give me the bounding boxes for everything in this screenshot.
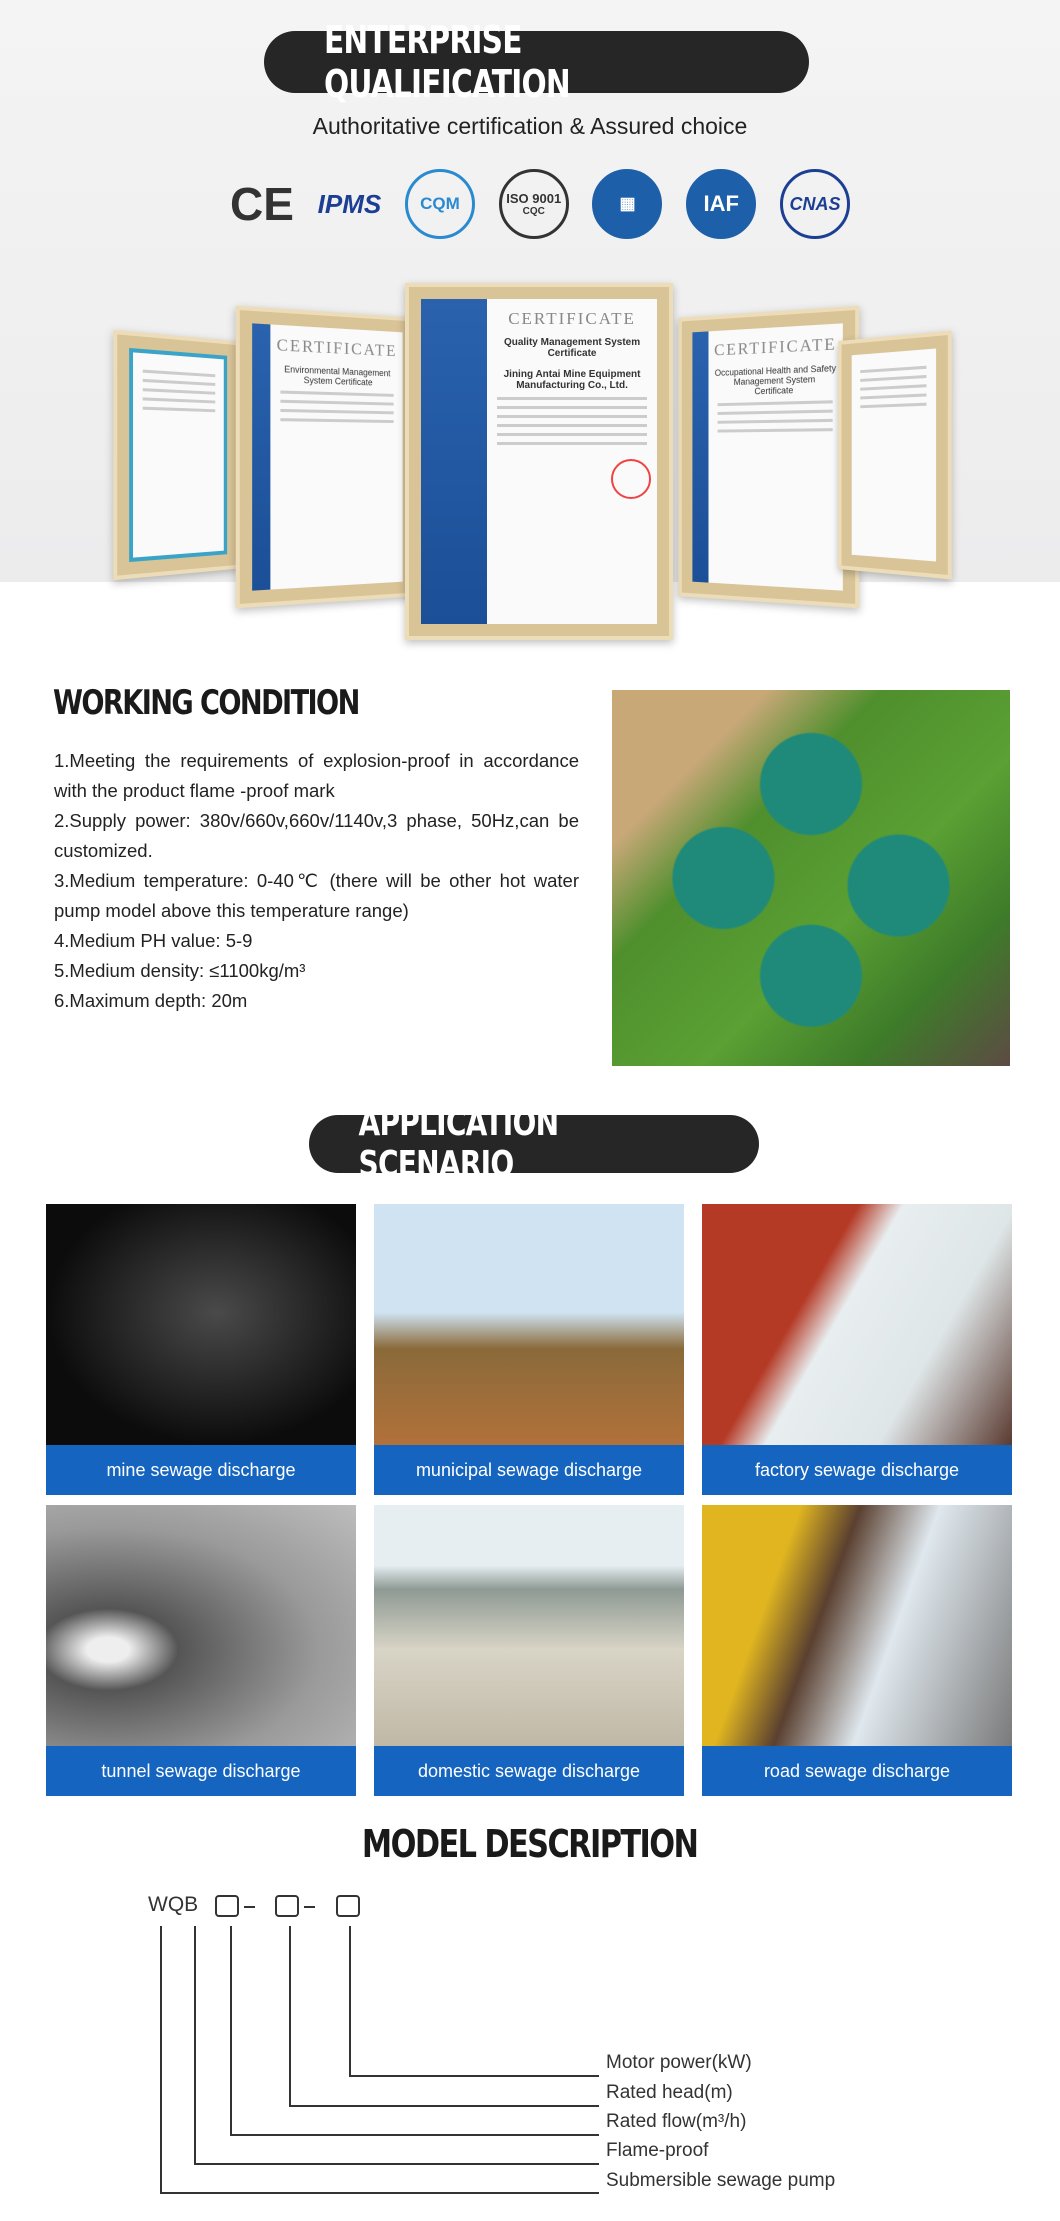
model-label: Submersible sewage pump [606,2170,836,2191]
model-code-box [275,1895,299,1917]
model-separator [304,1906,315,1908]
connector-line [194,1926,196,2164]
model-prefix: WQB [148,1893,199,1916]
condition-item: 1.Meeting the requirements of explosion-proof in accordance with the product flame -proof mark [54,750,579,801]
model-label: Rated head(m) [606,2082,733,2103]
model-code-box [336,1895,360,1917]
section-title-application: APPLICATION SCENARIO [309,1115,759,1173]
scenario-card: domestic sewage discharge [374,1505,684,1796]
building-seal-logo: ▦ [592,169,662,239]
connector-line [230,2134,599,2136]
model-label: Flame-proof [606,2140,709,2161]
model-label: Rated flow(m³/h) [606,2111,747,2132]
cnas-logo: CNAS [780,169,850,239]
certificate-quality: CERTIFICATE Quality Management System Certificate Jining Antai Mine Equipment Manufacturing Co., Ltd. [405,283,673,640]
sewage-plant-aerial-image [612,690,1010,1066]
qualification-subtitle: Authoritative certification & Assured choice [312,113,748,139]
connector-line [160,1926,162,2193]
condition-item: 4.Medium PH value: 5-9 [54,930,253,951]
connector-line [289,1926,291,2106]
condition-item: 2.Supply power: 380v/660v,660v/1140v,3 phase, 50Hz,can be customized. [54,810,579,861]
application-grid [46,1204,1012,1796]
domestic-image [374,1505,684,1746]
tunnel-image [46,1505,356,1746]
ipms-logo: IPMS [317,188,382,219]
scenario-card: road sewage discharge [702,1505,1012,1796]
model-label: Motor power(kW) [606,2052,752,2073]
cqm-logo: CQM [405,169,475,239]
condition-item: 6.Maximum depth: 20m [54,990,248,1011]
section-title-qualification: ENTERPRISE QUALIFICATION [264,31,809,93]
scenario-card: municipal sewage discharge [374,1204,684,1495]
scenario-card: factory sewage discharge [702,1204,1012,1495]
connector-line [289,2105,599,2107]
iaf-logo: IAF [686,169,756,239]
road-image [702,1505,1012,1746]
working-condition-list [54,746,579,1016]
connector-line [349,2075,599,2077]
connector-line [194,2163,599,2165]
model-code-box [215,1895,239,1917]
iso-9001-logo: ISO 9001 CQC [499,169,569,239]
connector-line [230,1926,232,2135]
scenario-card: mine sewage discharge [46,1204,356,1495]
condition-item: 3.Medium temperature: 0-40℃ (there will be other hot water pump model above this temperature range) [54,870,579,921]
factory-image [702,1204,1012,1445]
connector-line [160,2192,599,2194]
certificate-ce [113,330,240,580]
certification-logos [230,168,850,240]
section-title-model: MODEL DESCRIPTION [362,1822,698,1866]
section-title-working-condition: WORKING CONDITION [53,683,359,723]
ce-logo: CE [230,178,294,230]
model-separator [244,1906,255,1908]
connector-line [349,1926,351,2076]
certificate-chinese [838,331,952,580]
certificate-occupational: CERTIFICATE Occupational Health and Safety Management System Certificate [678,306,859,609]
municipal-image [374,1204,684,1445]
condition-item: 5.Medium density: ≤1100kg/m³ [54,960,306,981]
certificate-environmental: CERTIFICATE Environmental Management System Certificate [236,306,417,609]
mine-image [46,1204,356,1445]
scenario-card: tunnel sewage discharge [46,1505,356,1796]
